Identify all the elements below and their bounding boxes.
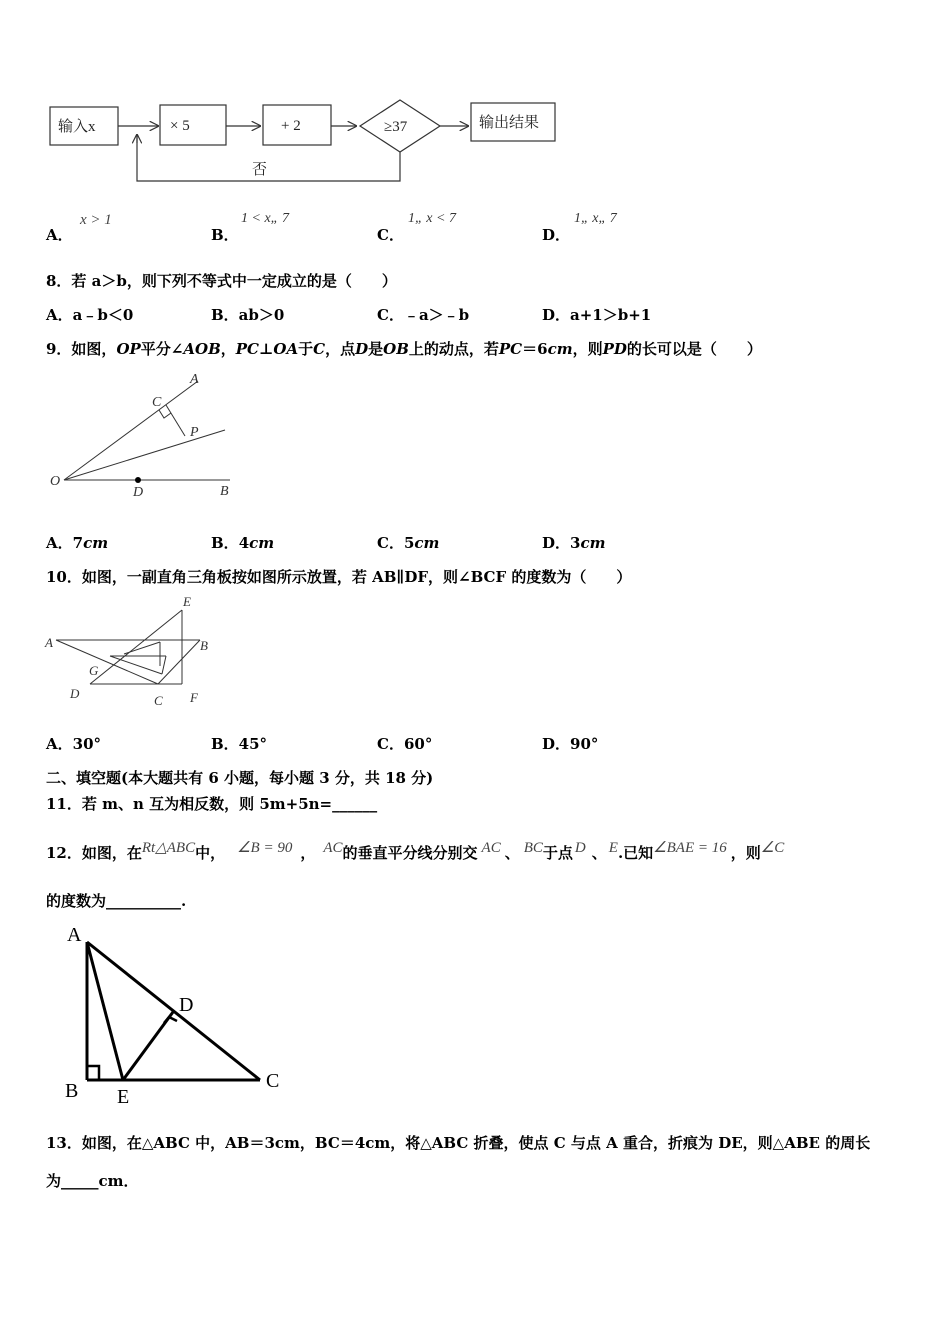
q9-stem: 9．如图，OP平分∠AOB，PC⊥OA于C，点D是OB上的动点，若PC＝6cm，则PD的长可以是（ ） xyxy=(46,340,762,358)
q10-label-f: F xyxy=(190,690,198,705)
q10-label-a: A xyxy=(45,635,53,650)
q10-label-g: G xyxy=(89,663,99,678)
q12-label-b: B xyxy=(65,1080,79,1102)
q7-option-b[interactable] xyxy=(211,224,239,245)
q7-option-c[interactable] xyxy=(377,224,404,245)
q12-label-e: E xyxy=(117,1086,130,1108)
q9-label-o: O xyxy=(50,474,61,489)
q12-figure xyxy=(55,920,295,1110)
q11-stem: 11．若 m、n 互为相反数，则 5m+5n=______ xyxy=(46,795,378,813)
section-heading: 二、填空题(本大题共有 6 小题，每小题 3 分，共 18 分) xyxy=(46,769,434,787)
q7-option-b-letter: B． xyxy=(211,226,239,244)
q7-option-b-expr: 1 < x„ 7 xyxy=(241,211,289,226)
q12-label-d: D xyxy=(179,994,194,1016)
q7-option-c-letter: C． xyxy=(377,226,404,244)
q10-option-b[interactable]: B．45° xyxy=(211,735,268,753)
q10-label-d: D xyxy=(70,686,80,701)
q9-option-b[interactable]: B．4cm xyxy=(211,534,275,552)
q9-label-d: D xyxy=(133,485,144,500)
q10-option-c[interactable]: C．60° xyxy=(377,735,433,753)
q8-option-d[interactable]: D．a+1＞b+1 xyxy=(542,306,652,324)
q10-label-e: E xyxy=(183,594,191,609)
q10-stem: 10．如图，一副直角三角板按如图所示放置，若 AB∥DF，则∠BCF 的度数为（ ） xyxy=(46,568,632,586)
q8-stem: 8．若 a＞b，则下列不等式中一定成立的是（ ） xyxy=(46,272,397,290)
q9-label-b: B xyxy=(220,484,229,499)
q9-label-c: C xyxy=(152,395,162,410)
q7-option-a-letter: A． xyxy=(46,226,73,244)
q13-stem-line1: 13．如图，在△ABC 中，AB＝3cm，BC＝4cm，将△ABC 折叠，使点 C 与点 A 重合，折痕为 DE，则△ABE 的周长 xyxy=(46,1134,871,1152)
q9-option-c[interactable]: C．5cm xyxy=(377,534,440,552)
q9-label-p: P xyxy=(190,425,199,440)
q7-option-d[interactable] xyxy=(542,224,570,245)
q7-option-c-expr: 1„ x < 7 xyxy=(408,211,456,226)
q10-label-c: C xyxy=(154,693,163,708)
q8-option-c[interactable]: C．﹣a＞﹣b xyxy=(377,306,470,324)
q10-label-b: B xyxy=(200,638,208,653)
q9-option-a[interactable]: A．7cm xyxy=(46,534,109,552)
q10-option-d[interactable]: D．90° xyxy=(542,735,599,753)
no-label: 否 xyxy=(252,162,268,178)
q10-figure xyxy=(40,592,230,714)
q12-label-a: A xyxy=(67,924,82,946)
input-label: 输入x xyxy=(58,119,96,135)
q7-option-a[interactable] xyxy=(46,224,73,245)
q12-label-c: C xyxy=(266,1070,280,1092)
q8-option-b[interactable]: B．ab＞0 xyxy=(211,306,285,324)
output-label: 输出结果 xyxy=(479,115,540,131)
q7-option-d-letter: D． xyxy=(542,226,571,244)
q9-figure xyxy=(40,368,240,503)
q7-option-a-expr: x > 1 xyxy=(80,212,112,228)
q13-stem-line2: 为_____cm． xyxy=(46,1172,139,1190)
q7-option-d-expr: 1„ x„ 7 xyxy=(574,211,617,226)
q9-label-a: A xyxy=(190,372,199,387)
q12-stem: 12．如图，在Rt△ABC中， ∠B = 90 ， AC的垂直平分线分别交 AC 、 BC于点 D 、 E.已知∠BAE = 16 ，则∠C xyxy=(46,840,785,862)
q8-option-a[interactable]: A．a﹣b＜0 xyxy=(46,306,134,324)
plus2-label: + 2 xyxy=(281,118,301,134)
q10-option-a[interactable]: A．30° xyxy=(46,735,102,753)
compare-label: ≥37 xyxy=(384,119,408,135)
flowchart-figure xyxy=(40,95,570,190)
q9-option-d[interactable]: D．3cm xyxy=(542,534,606,552)
q12-stem-line2: 的度数为__________. xyxy=(46,892,187,910)
times5-label: × 5 xyxy=(170,118,190,134)
